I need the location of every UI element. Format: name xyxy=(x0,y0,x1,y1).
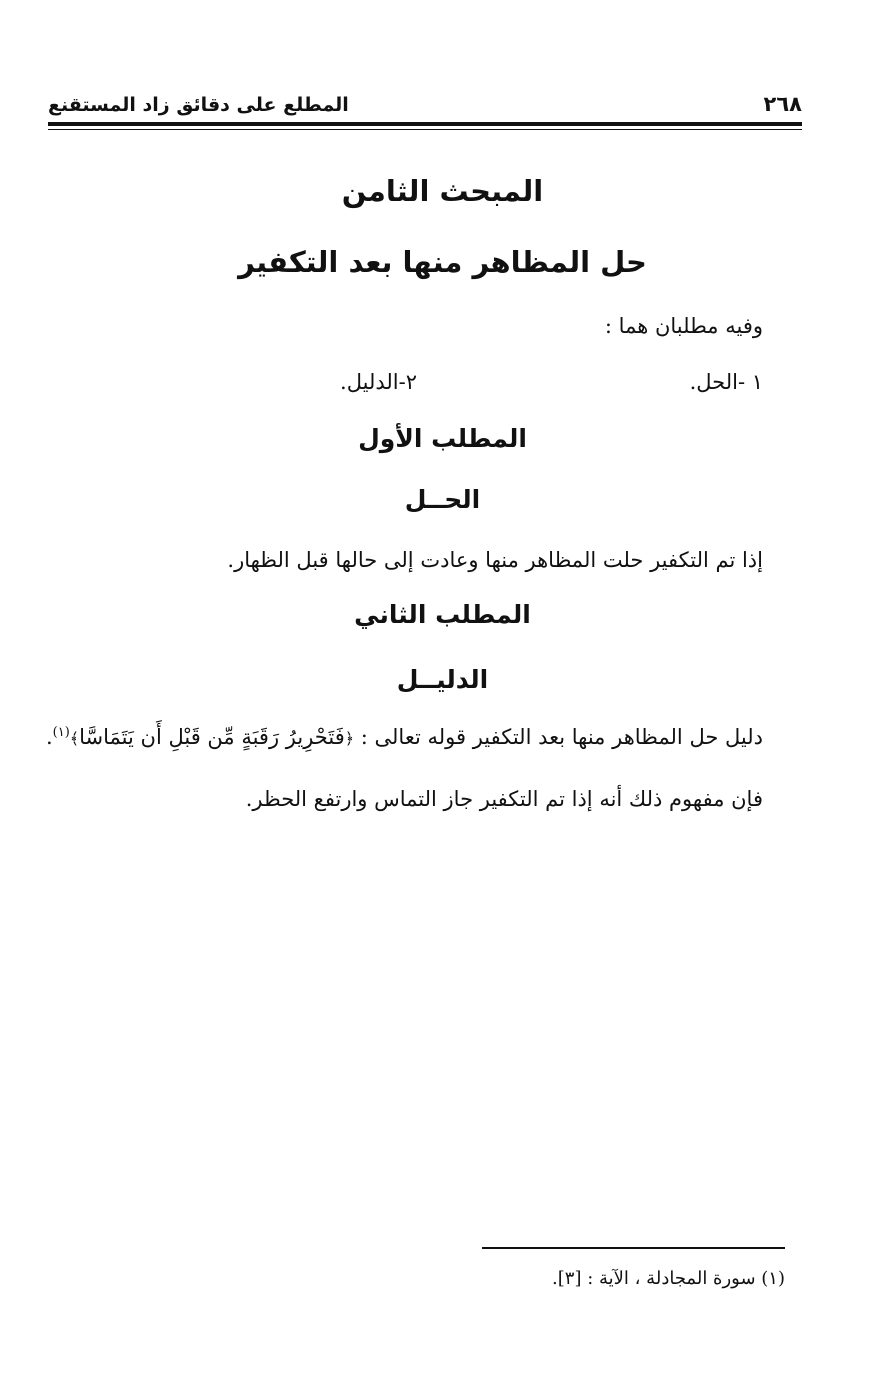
subsection-2-heading: المطلب الثاني xyxy=(354,600,531,629)
section-title: المبحث الثامن xyxy=(341,174,544,208)
subsection-1-title: الحــل xyxy=(404,485,481,514)
verse-close-bracket: ﴾ xyxy=(69,729,80,748)
evidence-conclusion: فإن مفهوم ذلك أنه إذا تم التكفير جاز التماس وارتفع الحظر. xyxy=(245,787,763,811)
subsection-2-title: الدليــل xyxy=(396,665,489,694)
evidence-intro-text: دليل حل المظاهر منها بعد التكفير قوله تعالى : xyxy=(354,725,763,749)
subsection-1-heading: المطلب الأول xyxy=(358,424,527,453)
footnote-separator xyxy=(482,1247,785,1249)
footnote: (١) سورة المجادلة ، الآية : [٣]. xyxy=(552,1268,785,1289)
header-rule-thin xyxy=(48,129,802,130)
evidence-paragraph xyxy=(45,721,763,755)
subsection-1-text: إذا تم التكفير حلت المظاهر منها وعادت إلى حالها قبل الظهار. xyxy=(227,548,763,572)
topic-title: حل المظاهر منها بعد التكفير xyxy=(238,245,647,279)
list-item-2: ٢-الدليل. xyxy=(340,370,417,394)
page-number: ٢٦٨ xyxy=(763,92,802,116)
header-rule xyxy=(48,122,802,126)
evidence-period: . xyxy=(45,725,53,749)
quran-verse: فَتَحْرِيرُ رَقَبَةٍ مِّن قَبْلِ أَن يَتَمَاسَّا xyxy=(79,725,345,749)
book-title: المطلع على دقائق زاد المستقنع xyxy=(48,94,349,116)
verse-open-bracket: ﴿ xyxy=(344,729,355,748)
list-item-1: ١ -الحل. xyxy=(689,370,763,394)
footnote-marker: (١) xyxy=(52,725,70,740)
running-header xyxy=(48,86,802,116)
intro-text: وفيه مطلبان هما : xyxy=(604,314,763,338)
